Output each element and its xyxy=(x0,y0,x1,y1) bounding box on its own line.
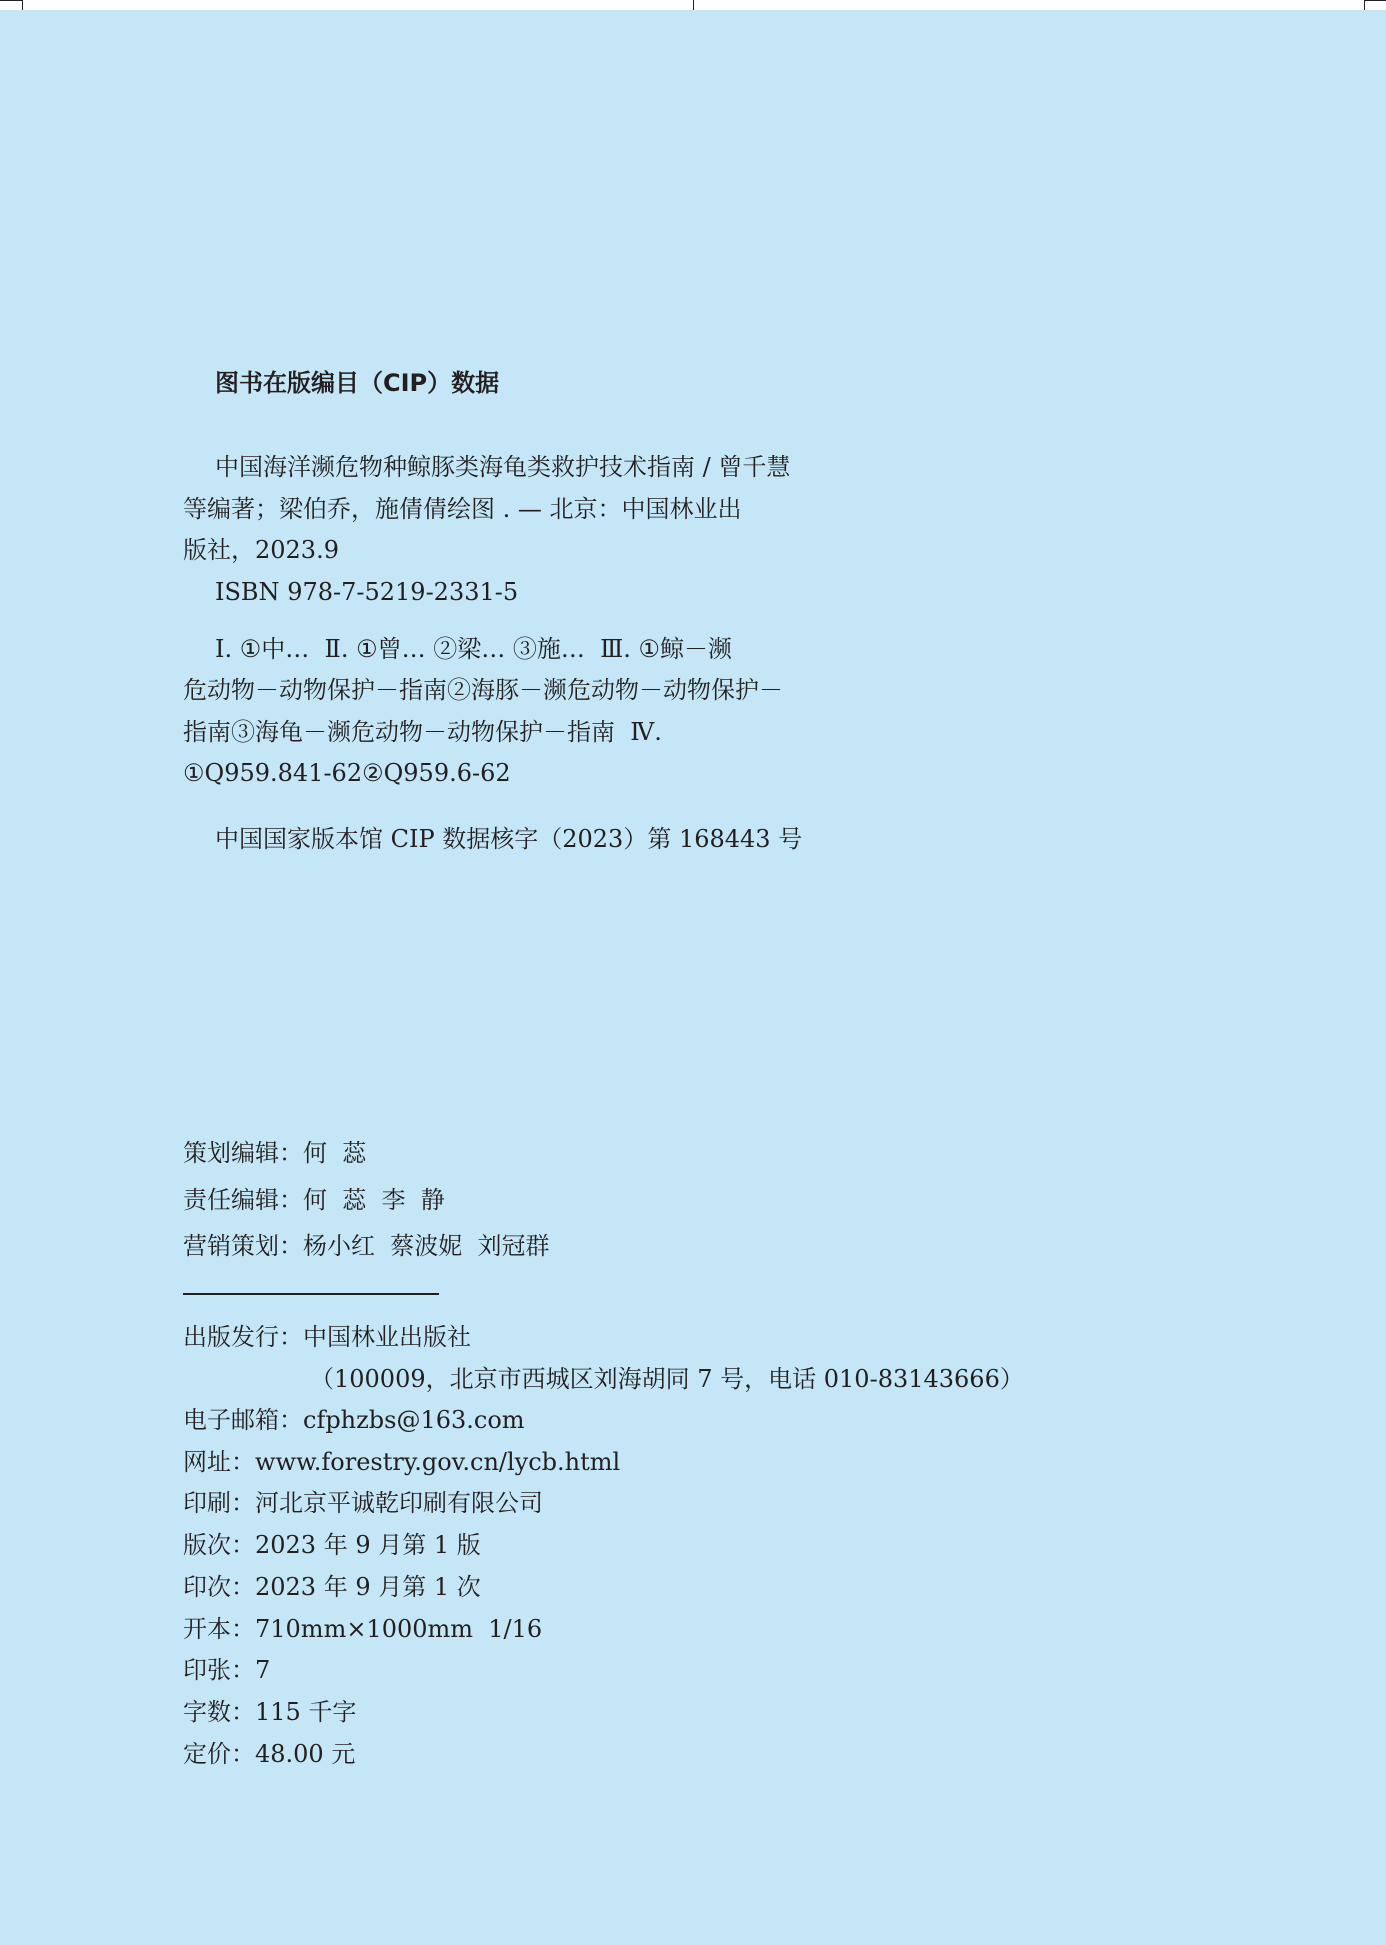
divider-rule xyxy=(183,1293,439,1295)
printed-sheets: 印张：7 xyxy=(183,1656,271,1684)
book-format: 开本：710mm×1000mm 1/16 xyxy=(183,1615,543,1643)
responsible-editor: 责任编辑：何 蕊 李 静 xyxy=(183,1186,445,1214)
email: 电子邮箱：cfphzbs@163.com xyxy=(183,1406,525,1434)
publisher-address: （100009，北京市西城区刘海胡同 7 号，电话 010-83143666） xyxy=(310,1365,1024,1393)
edition: 版次：2023 年 9 月第 1 版 xyxy=(183,1531,481,1559)
publisher: 出版发行：中国林业出版社 xyxy=(183,1323,471,1351)
printer: 印刷：河北京平诚乾印刷有限公司 xyxy=(183,1489,543,1517)
crop-mark-right-vertical xyxy=(1364,0,1365,10)
cip-record-number: 中国国家版本馆 CIP 数据核字（2023）第 168443 号 xyxy=(215,825,803,853)
word-count: 字数：115 千字 xyxy=(183,1698,357,1726)
cip-line: 危动物－动物保护－指南②海豚－濒危动物－动物保护－ xyxy=(183,676,783,704)
cip-isbn: ISBN 978-7-5219-2331-5 xyxy=(215,578,519,606)
cip-line: 中国海洋濒危物种鲸豚类海龟类救护技术指南 / 曾千慧 xyxy=(215,453,791,481)
cip-classification: ①Q959.841-62②Q959.6-62 xyxy=(183,759,511,787)
cip-line: Ⅰ. ①中… Ⅱ. ①曾… ②梁… ③施… Ⅲ. ①鲸－濒 xyxy=(215,635,733,663)
crop-mark-left-vertical xyxy=(22,0,23,10)
crop-mark-left xyxy=(0,0,22,1)
crop-mark-center xyxy=(693,0,694,10)
cip-line: 版社，2023.9 xyxy=(183,536,339,564)
cip-title: 图书在版编目（CIP）数据 xyxy=(215,369,500,397)
crop-mark-right xyxy=(1364,0,1386,1)
cip-line: 等编著；梁伯乔，施倩倩绘图 . — 北京：中国林业出 xyxy=(183,495,742,523)
website: 网址：www.forestry.gov.cn/lycb.html xyxy=(183,1448,621,1476)
cip-line: 指南③海龟－濒危动物－动物保护－指南 Ⅳ. xyxy=(183,718,662,746)
planning-editor: 策划编辑：何 蕊 xyxy=(183,1139,367,1167)
impression: 印次：2023 年 9 月第 1 次 xyxy=(183,1573,481,1601)
marketing-planner: 营销策划：杨小红 蔡波妮 刘冠群 xyxy=(183,1232,550,1260)
price: 定价：48.00 元 xyxy=(183,1740,356,1768)
